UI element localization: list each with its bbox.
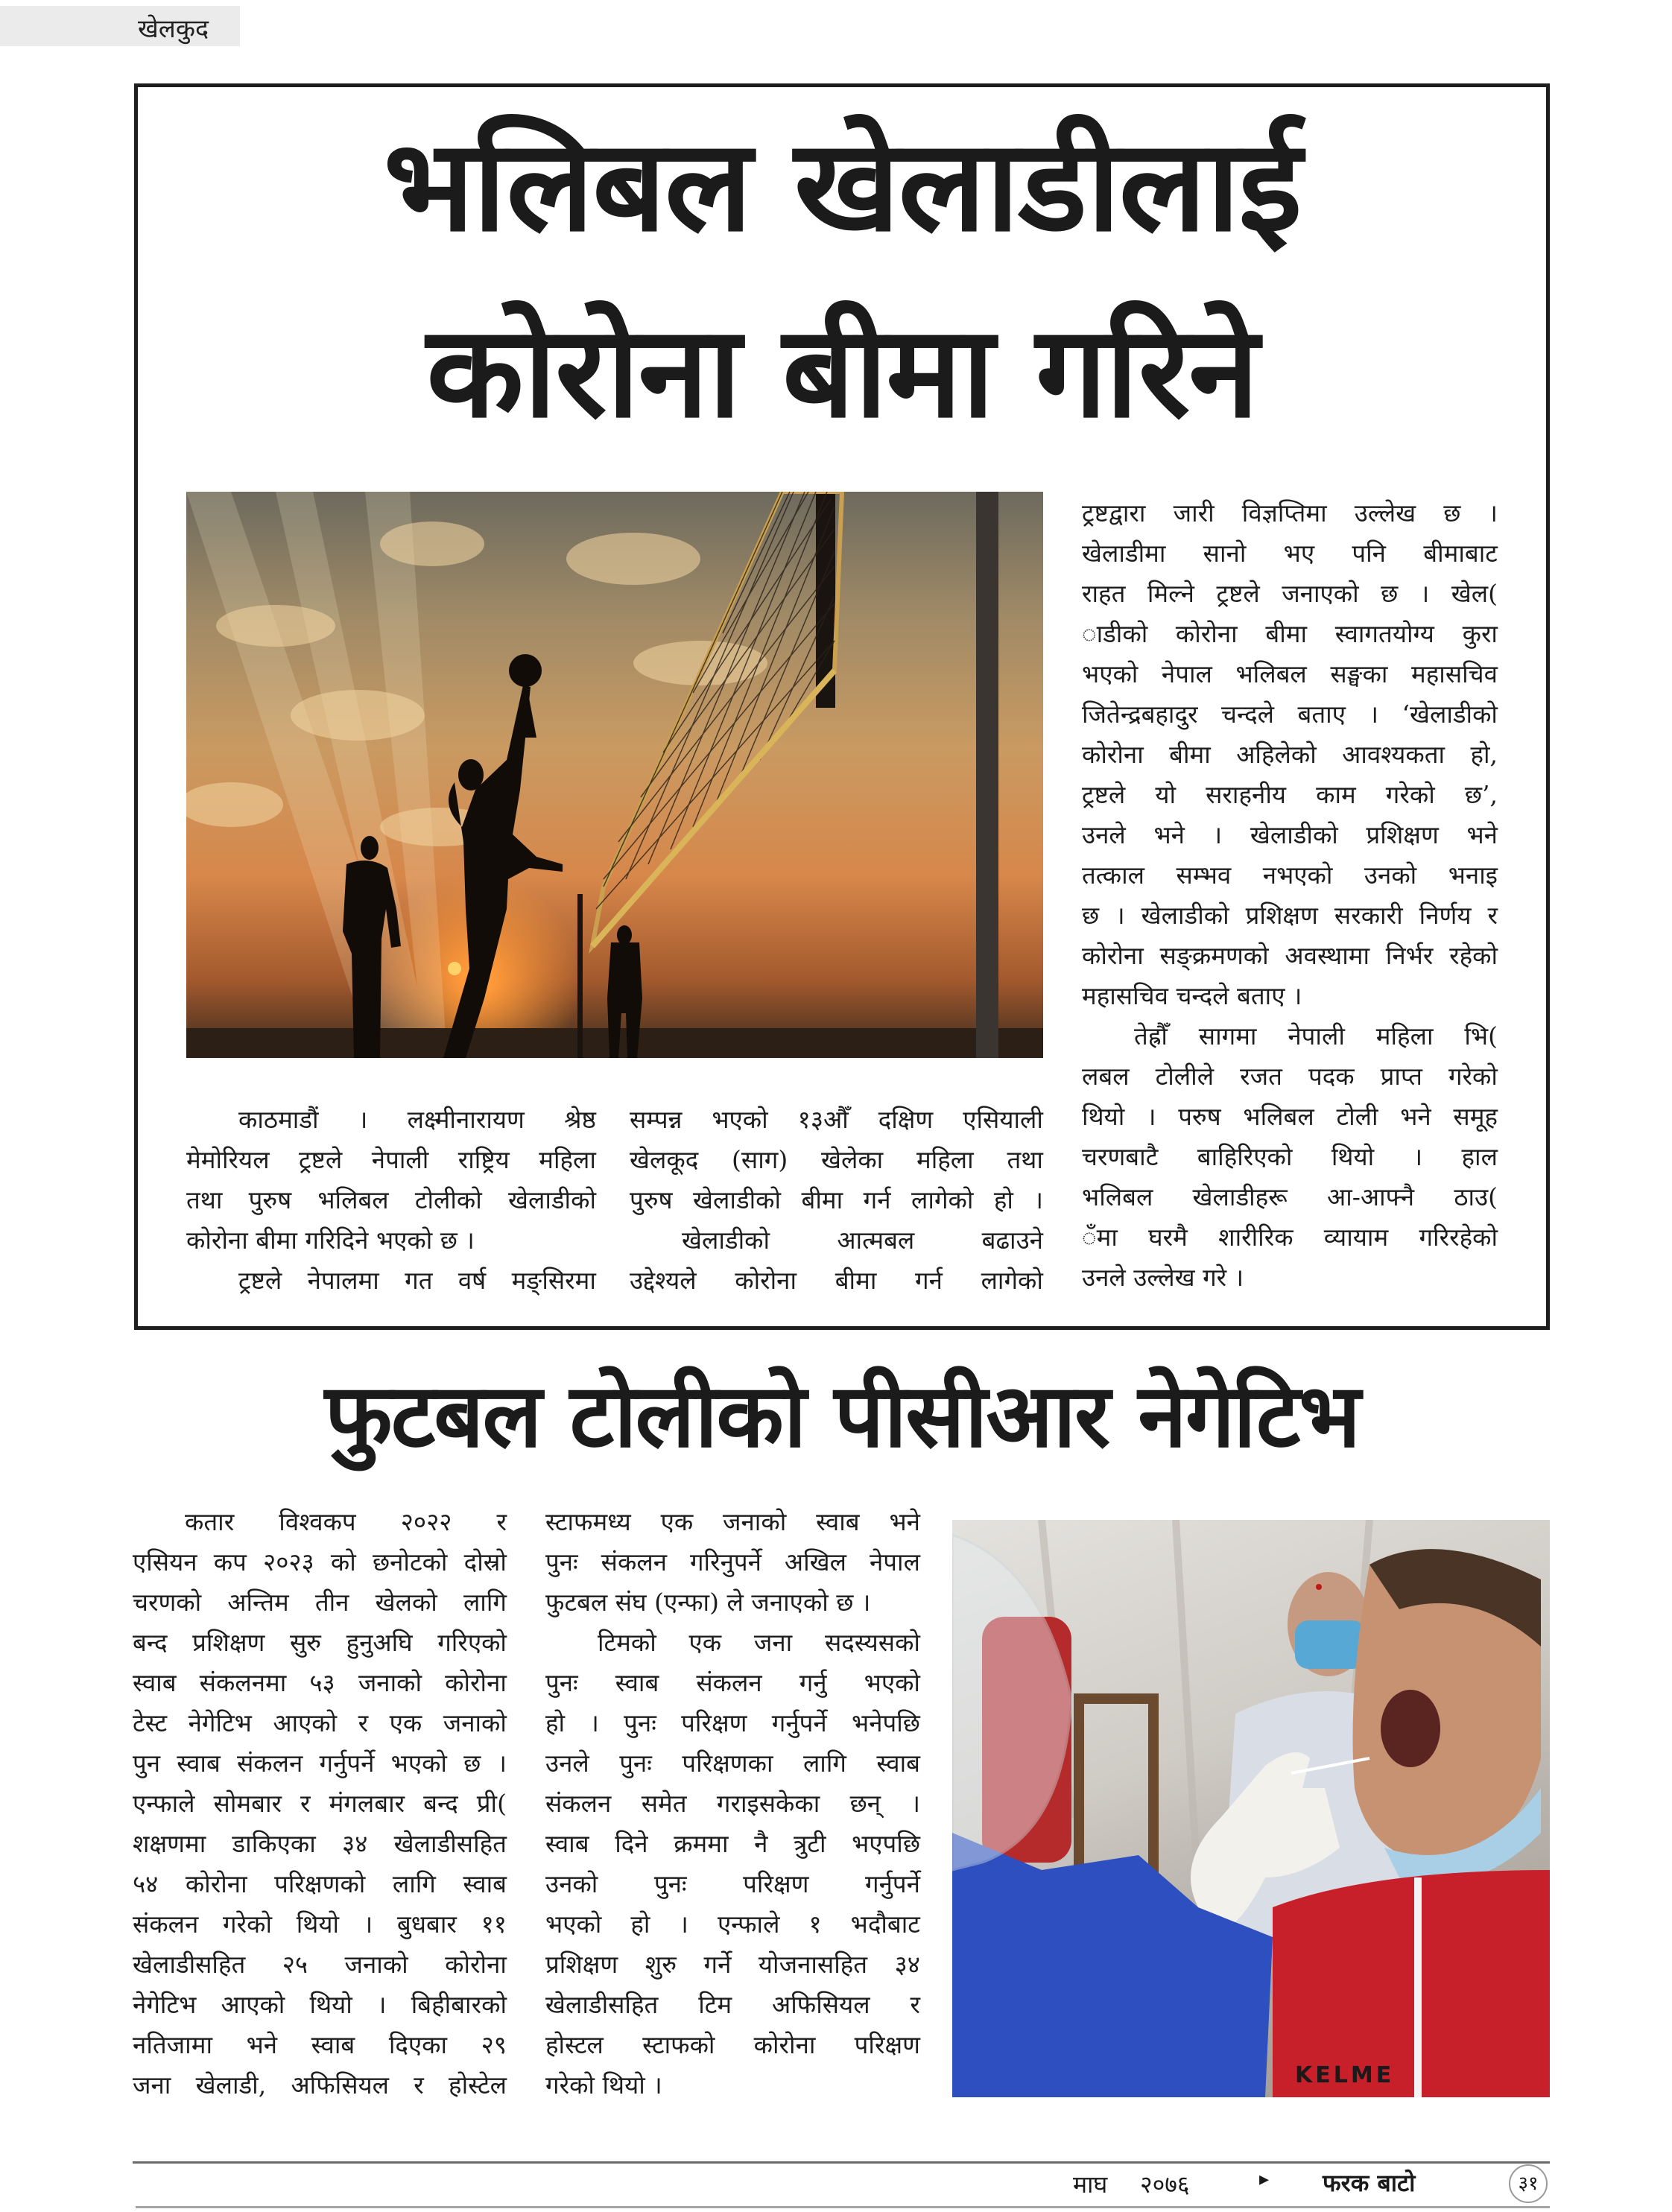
football-swab-photo <box>952 1520 1550 2097</box>
text-line: संकलन समेत गराइसकेका छन् । <box>545 1789 920 1818</box>
text-line: पुन स्वाब संकलन गर्नुपर्ने भएको छ । <box>133 1749 507 1778</box>
text-line: स्टाफमध्य एक जनाको स्वाब भने <box>545 1507 920 1536</box>
text-line: लबल टोलीले रजत पदक प्राप्त गरेको <box>1082 1062 1498 1091</box>
text-line: पुनः संकलन गरिनुपर्ने अखिल नेपाल <box>545 1547 920 1576</box>
footer-rule-bottom <box>136 2206 1550 2208</box>
headline-line-1: भलिबल खेलाडीलाई <box>383 112 1301 260</box>
article-1-column-1 <box>186 1100 596 1308</box>
text-line: ाडीको कोरोना बीमा स्वागतयोग्य कुरा <box>1082 619 1498 648</box>
text-line: उद्देश्यले कोरोना बीमा गर्न लागेको <box>630 1266 1043 1295</box>
text-line: नतिजामा भने स्वाब दिएका २९ <box>133 2030 507 2059</box>
text-line: पुनः स्वाब संकलन गर्नु भएको <box>545 1668 920 1697</box>
text-line: उनले पुनः परिक्षणका लागि स्वाब <box>545 1749 920 1778</box>
text-line: खेलाडीमा सानो भए पनि बीमाबाट <box>1082 539 1498 568</box>
text-line: खेलाडीसहित टिम अफिसियल र <box>545 1990 920 2019</box>
text-line: भलिबल खेलाडीहरू आ-आफ्नै ठाउ( <box>1082 1182 1498 1211</box>
swab-test-illustration <box>952 1520 1550 2097</box>
text-line: फुटबल संघ (एन्फा) ले जनाएको छ । <box>545 1588 871 1617</box>
text-line: स्वाब दिने क्रममा नै त्रुटी भएपछि <box>545 1829 920 1858</box>
footer-year: २०७६ <box>1140 2170 1190 2199</box>
text-line: छ । खेलाडीको प्रशिक्षण सरकारी निर्णय र <box>1082 901 1498 930</box>
text-line: भएको हो । एन्फाले १ भदौबाट <box>545 1910 920 1939</box>
footer-month: माघ <box>1073 2170 1108 2199</box>
section-label: खेलकुद <box>138 14 209 44</box>
text-line: तेह्रौँ सागमा नेपाली महिला भि( <box>1134 1021 1498 1050</box>
text-line: एसियन कप २०२३ को छनोटको दोस्रो <box>133 1547 507 1576</box>
footer-magazine-name: फरक बाटो <box>1323 2169 1416 2197</box>
volleyball-photo <box>186 492 1043 1058</box>
text-line: भएको नेपाल भलिबल सङ्घका महासचिव <box>1082 659 1498 688</box>
article-1-column-3 <box>1082 493 1498 1305</box>
text-line: जितेन्द्रबहादुर चन्दले बताए । ‘खेलाडीको <box>1082 700 1498 729</box>
text-line: जना खेलाडी, अफिसियल र होस्टेल <box>133 2070 507 2100</box>
text-line: उनको पुनः परिक्षण गर्नुपर्ने <box>545 1869 920 1898</box>
text-line: थियो । परुष भलिबल टोली भने समूह <box>1082 1102 1498 1131</box>
text-line: गरेको थियो । <box>545 2070 662 2100</box>
volleyball-illustration <box>186 492 1043 1058</box>
footer-rule-top <box>133 2161 1550 2164</box>
text-line: संकलन गरेको थियो । बुधबार ११ <box>133 1910 507 1939</box>
headline-line-2: कोरोना बीमा गरिने <box>426 299 1258 446</box>
text-line: कोरोना सङ्क्रमणको अवस्थामा निर्भर रहेको <box>1082 941 1498 970</box>
text-line: चरणको अन्तिम तीन खेलको लागि <box>133 1588 507 1617</box>
text-line: प्रशिक्षण शुरु गर्ने योजनासहित ३४ <box>545 1950 920 1979</box>
text-line: खेलकूद (साग) खेलेका महिला तथा <box>630 1145 1043 1174</box>
text-line: ५४ कोरोना परिक्षणको लागि स्वाब <box>133 1869 507 1898</box>
article-1-column-2 <box>630 1100 1043 1308</box>
text-line: राहत मिल्ने ट्रष्टले जनाएको छ । खेल( <box>1082 579 1498 608</box>
text-line: शक्षणमा डाकिएका ३४ खेलाडीसहित <box>133 1829 507 1858</box>
text-line: पुरुष खेलाडीको बीमा गर्न लागेको हो । <box>630 1185 1043 1214</box>
text-line: तत्काल सम्भव नभएको उनको भनाइ <box>1082 861 1498 890</box>
text-line: ट्रष्टले नेपालमा गत वर्ष मङ्सिरमा <box>238 1266 596 1295</box>
text-line: बन्द प्रशिक्षण सुरु हुनुअघि गरिएको <box>133 1628 507 1657</box>
article-2-column-2 <box>545 1502 920 2113</box>
text-line: खेलाडीसहित २५ जनाको कोरोना <box>133 1950 507 1979</box>
article-2-column-1 <box>133 1502 507 2113</box>
text-line: कोरोना बीमा गरिदिने भएको छ । <box>186 1226 475 1255</box>
headline-article-2: फुटबल टोलीको पीसीआर नेगेटिभ <box>324 1364 1360 1467</box>
text-line: होस्टल स्टाफको कोरोना परिक्षण <box>545 2030 920 2059</box>
text-line: चरणबाटै बाहिरिएको थियो । हाल <box>1082 1142 1498 1171</box>
text-line: उनले उल्लेख गरे । <box>1082 1263 1244 1292</box>
text-line: सम्पन्न भएको १३औँ दक्षिण एसियाली <box>630 1105 1043 1134</box>
text-line: कतार विश्वकप २०२२ र <box>185 1507 507 1536</box>
triangle-right-icon: ▸ <box>1259 2168 1270 2190</box>
jersey-logo: KELME <box>1295 2062 1395 2088</box>
text-line: कोरोना बीमा अहिलेको आवश्यकता हो, <box>1082 740 1498 769</box>
text-line: तथा पुरुष भलिबल टोलीको खेलाडीको <box>186 1185 596 1214</box>
text-line: ँमा घरमै शारीरिक व्यायाम गरिरहेको <box>1082 1223 1498 1252</box>
text-line: उनले भने । खेलाडीको प्रशिक्षण भने <box>1082 820 1498 849</box>
text-line: मेमोरियल ट्रष्टले नेपाली राष्ट्रिय महिला <box>186 1145 596 1174</box>
text-line: टिमको एक जना सदस्यसको <box>598 1628 920 1657</box>
article-1-headline <box>134 0 1550 522</box>
text-line: एन्फाले सोमबार र मंगलबार बन्द प्री( <box>133 1789 507 1818</box>
text-line: ट्रष्टले यो सराहनीय काम गरेको छ’, <box>1082 780 1498 809</box>
text-line: नेगेटिभ आएको थियो । बिहीबारको <box>133 1990 507 2019</box>
text-line: ट्रष्टद्वारा जारी विज्ञप्तिमा उल्लेख छ । <box>1082 498 1498 527</box>
text-line: हो । पुनः परिक्षण गर्नुपर्ने भनेपछि <box>545 1708 920 1737</box>
text-line: महासचिव चन्दले बताए । <box>1082 981 1302 1010</box>
text-line: टेस्ट नेगेटिभ आएको र एक जनाको <box>133 1708 507 1737</box>
text-line: खेलाडीको आत्मबल बढाउने <box>682 1226 1043 1255</box>
page-number: ३१ <box>1509 2164 1548 2203</box>
text-line: स्वाब संकलनमा ५३ जनाको कोरोना <box>133 1668 507 1697</box>
text-line: काठमाडौं । लक्ष्मीनारायण श्रेष्ठ <box>238 1105 596 1134</box>
